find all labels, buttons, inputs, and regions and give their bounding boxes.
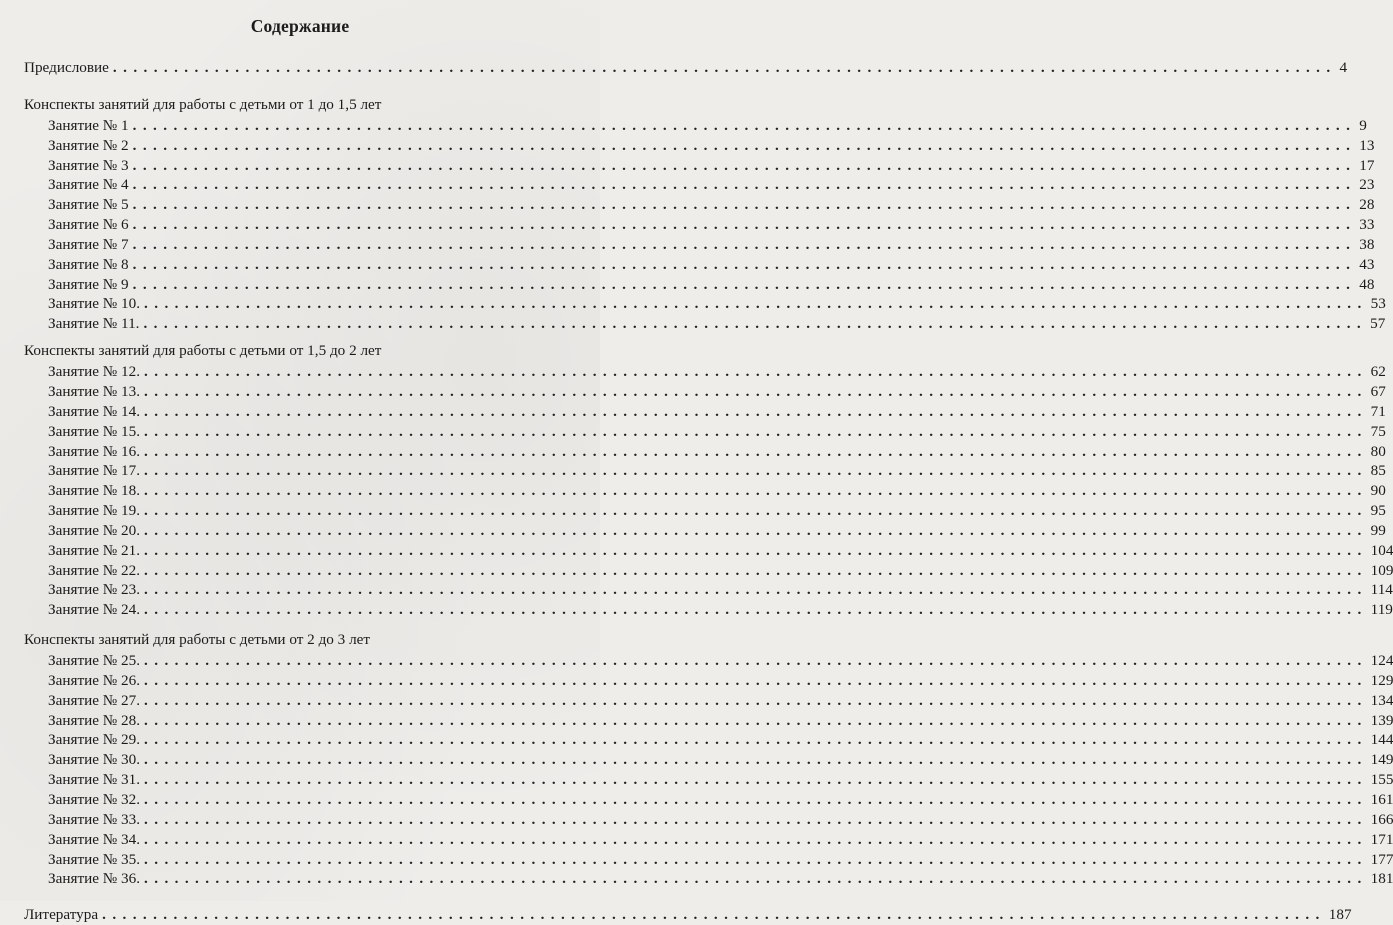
toc-entry-label: Занятие № 16. <box>48 442 141 460</box>
toc-page-number: 85 <box>1370 462 1386 480</box>
toc-row[interactable] <box>24 422 1386 442</box>
toc-row[interactable] <box>24 541 1393 561</box>
toc-row[interactable] <box>24 481 1386 501</box>
toc-row[interactable] <box>24 730 1393 750</box>
toc-entry-label: Занятие № 35. <box>48 850 141 868</box>
dot-leader: ........................................................................................................................ <box>144 541 1368 559</box>
section-heading <box>24 629 584 651</box>
toc-page-number: 181 <box>1370 870 1393 888</box>
dot-leader: ........................................................................................................................ <box>144 691 1368 709</box>
toc-row[interactable] <box>24 255 1375 275</box>
toc-page-number: 75 <box>1370 422 1386 440</box>
toc-page-number: 80 <box>1370 442 1386 460</box>
toc-page-number: 38 <box>1359 235 1375 253</box>
dot-leader: ........................................................................................................................ <box>144 295 1368 313</box>
toc-page-number: 104 <box>1370 541 1393 559</box>
dot-leader: ........................................................................................................................ <box>144 810 1368 828</box>
section-heading-label: Конспекты занятий для работы с детьми от 1,5 до 2 лет <box>24 342 382 360</box>
toc-page-number: 62 <box>1370 363 1386 381</box>
toc-entry-label: Занятие № 18. <box>48 482 141 500</box>
page-title: Содержание <box>250 16 350 36</box>
toc-entry-label: Занятие № 2 <box>48 136 129 154</box>
dot-leader: ........................................................................................................................ <box>144 502 1368 520</box>
toc-page-number: 57 <box>1370 315 1386 333</box>
toc-row[interactable] <box>24 501 1386 521</box>
dot-leader: ........................................................................................................................ <box>144 363 1368 381</box>
dot-leader: ........................................................................................................................ <box>144 870 1368 888</box>
toc-row[interactable] <box>24 830 1393 850</box>
toc-entry-label: Занятие № 6 <box>48 216 129 234</box>
toc-row[interactable] <box>24 671 1393 691</box>
toc-page-number: 134 <box>1370 691 1393 709</box>
dot-leader: ........................................................................................................................ <box>144 521 1368 539</box>
toc-entry-label: Занятие № 22. <box>48 561 141 579</box>
toc-section <box>24 94 1386 334</box>
toc-entry-label: Занятие № 26. <box>48 671 141 689</box>
toc-page-number: 4 <box>1339 59 1348 76</box>
toc-entry-label: Занятие № 14. <box>48 402 141 420</box>
dot-leader: ........................................................................................................................ <box>144 422 1368 440</box>
toc-entry-label: Занятие № 17. <box>48 462 141 480</box>
toc-page-number: 95 <box>1370 502 1386 520</box>
toc-entry-label: Занятие № 8 <box>48 255 129 273</box>
toc-entry-label: Литература <box>24 906 99 924</box>
section-items <box>24 651 1393 889</box>
toc-page-number: 144 <box>1370 731 1393 749</box>
toc-row[interactable] <box>24 521 1386 541</box>
toc-row[interactable] <box>24 362 1386 382</box>
toc-entry-label: Занятие № 7 <box>48 235 129 253</box>
section-heading <box>24 340 584 362</box>
toc-row[interactable] <box>24 810 1393 830</box>
dot-leader: ........................................................................................................................ <box>144 402 1368 420</box>
toc-entry-label: Занятие № 23. <box>48 581 141 599</box>
toc-entry-label: Занятие № 30. <box>48 751 141 769</box>
toc-entry-label: Занятие № 10. <box>48 295 141 313</box>
dot-leader: ........................................................................................................................ <box>144 462 1368 480</box>
toc-page-number: 33 <box>1359 216 1375 234</box>
section-heading <box>24 94 584 116</box>
dot-leader: ........................................................................................................................ <box>144 382 1368 400</box>
toc-row[interactable] <box>24 314 1386 334</box>
toc-row[interactable] <box>24 215 1375 235</box>
dot-leader: ........................................................................................................................ <box>144 830 1368 848</box>
toc-page-number: 17 <box>1359 156 1375 174</box>
toc-entry-label: Занятие № 27. <box>48 691 141 709</box>
toc-row-preface[interactable] <box>24 58 1348 78</box>
table-of-contents <box>24 58 1393 925</box>
toc-entry-label: Занятие № 20. <box>48 521 141 539</box>
toc-entry-label: Занятие № 36. <box>48 870 141 888</box>
toc-entry-label: Занятие № 34. <box>48 830 141 848</box>
dot-leader: ........................................................................................................................ <box>144 711 1368 729</box>
toc-entry-label: Занятие № 29. <box>48 731 141 749</box>
toc-entry-label: Занятие № 28. <box>48 711 141 729</box>
toc-page-number: 119 <box>1370 601 1393 619</box>
dot-leader: ........................................................................................................................ <box>132 216 1357 234</box>
toc-entry-label: Занятие № 5 <box>48 196 129 214</box>
dot-leader: ........................................................................................................................ <box>132 235 1357 253</box>
toc-page-number: 43 <box>1359 255 1375 273</box>
dot-leader: ........................................................................................................................ <box>144 751 1368 769</box>
toc-page-number: 124 <box>1370 652 1393 670</box>
dot-leader: ........................................................................................................................ <box>144 850 1368 868</box>
section-heading-label: Конспекты занятий для работы с детьми от 2 до 3 лет <box>24 631 371 649</box>
toc-row[interactable] <box>24 580 1393 600</box>
toc-row[interactable] <box>24 850 1393 870</box>
dot-leader: ........................................................................................................................ <box>132 136 1357 154</box>
toc-entry-label: Занятие № 4 <box>48 176 129 194</box>
toc-row[interactable] <box>24 156 1375 176</box>
toc-page-number: 139 <box>1370 711 1393 729</box>
toc-entry-label: Занятие № 1 <box>48 116 129 134</box>
toc-row[interactable] <box>24 275 1375 295</box>
toc-section <box>24 340 1393 620</box>
toc-page-number: 53 <box>1370 295 1386 313</box>
toc-page-number: 90 <box>1370 482 1386 500</box>
toc-page-number: 171 <box>1370 830 1393 848</box>
dot-leader: ........................................................................................................................ <box>132 275 1357 293</box>
toc-row[interactable] <box>24 869 1393 889</box>
toc-entry-label: Занятие № 25. <box>48 652 141 670</box>
toc-entry-label: Предисловие <box>24 59 109 76</box>
toc-row[interactable] <box>24 750 1393 770</box>
toc-entry-label: Занятие № 15. <box>48 422 141 440</box>
dot-leader: ........................................................................................................................ <box>132 196 1357 214</box>
toc-page-number: 48 <box>1359 275 1375 293</box>
dot-leader: ........................................................................................................................ <box>143 315 1368 333</box>
toc-page-number: 28 <box>1359 196 1375 214</box>
toc-row[interactable] <box>24 294 1386 314</box>
toc-row[interactable] <box>24 382 1386 402</box>
toc-page-number: 187 <box>1328 906 1352 924</box>
toc-entry-label: Занятие № 19. <box>48 502 141 520</box>
dot-leader: ........................................................................................................................ <box>102 906 1326 924</box>
toc-row[interactable] <box>24 691 1393 711</box>
toc-row[interactable] <box>24 136 1375 156</box>
toc-page-number: 109 <box>1370 561 1393 579</box>
dot-leader: ........................................................................................................................ <box>132 156 1357 174</box>
toc-entry-label: Занятие № 24. <box>48 601 141 619</box>
toc-page-number: 13 <box>1359 136 1375 154</box>
dot-leader: ........................................................................................................................ <box>144 581 1368 599</box>
dot-leader: ........................................................................................................................ <box>144 482 1368 500</box>
toc-entry-label: Занятие № 9 <box>48 275 129 293</box>
dot-leader: ........................................................................................................................ <box>144 442 1368 460</box>
toc-page-number: 149 <box>1370 751 1393 769</box>
section-heading-label: Конспекты занятий для работы с детьми от 1 до 1,5 лет <box>24 95 382 113</box>
toc-row[interactable] <box>24 175 1375 195</box>
toc-page-number: 177 <box>1370 850 1393 868</box>
toc-row[interactable] <box>24 561 1393 581</box>
toc-row[interactable] <box>24 195 1375 215</box>
toc-page-number: 99 <box>1370 521 1386 539</box>
toc-row[interactable] <box>24 402 1386 422</box>
toc-page-number: 129 <box>1370 671 1393 689</box>
toc-page-number: 67 <box>1370 382 1386 400</box>
toc-page-number: 9 <box>1359 116 1367 134</box>
toc-entry-label: Занятие № 31. <box>48 771 141 789</box>
toc-row[interactable] <box>24 235 1375 255</box>
toc-row[interactable] <box>24 600 1393 620</box>
dot-leader: ........................................................................................................................ <box>144 561 1368 579</box>
dot-leader: ........................................................................................................................ <box>144 791 1368 808</box>
section-items <box>24 362 1393 620</box>
toc-section <box>24 629 1393 889</box>
toc-entry-label: Занятие № 32. <box>48 791 141 808</box>
dot-leader: ........................................................................................................................ <box>144 771 1368 789</box>
toc-row[interactable] <box>24 461 1386 481</box>
toc-row[interactable] <box>24 790 1393 810</box>
toc-page-number: 114 <box>1370 581 1393 599</box>
toc-entry-label: Занятие № 33. <box>48 810 141 828</box>
toc-row-literature[interactable] <box>24 905 1352 925</box>
toc-page-number: 155 <box>1370 771 1393 789</box>
toc-entry-label: Занятие № 11. <box>48 315 140 333</box>
toc-row[interactable] <box>24 442 1386 462</box>
toc-row[interactable] <box>24 651 1393 671</box>
toc-entry-label: Занятие № 21. <box>48 541 141 559</box>
toc-row[interactable] <box>24 711 1393 731</box>
toc-row[interactable] <box>24 116 1367 136</box>
toc-page-number: 71 <box>1370 402 1386 420</box>
dot-leader: ........................................................................................................................ <box>144 601 1368 619</box>
section-items <box>24 116 1386 334</box>
toc-entry-label: Занятие № 3 <box>48 156 129 174</box>
dot-leader: ........................................................................................................................ <box>132 116 1357 134</box>
dot-leader: ........................................................................................................................ <box>112 59 1337 76</box>
dot-leader: ........................................................................................................................ <box>144 671 1368 689</box>
toc-entry-label: Занятие № 12. <box>48 363 141 381</box>
dot-leader: ........................................................................................................................ <box>132 176 1357 194</box>
dot-leader: ........................................................................................................................ <box>144 731 1368 749</box>
dot-leader: ........................................................................................................................ <box>144 652 1368 670</box>
dot-leader: ........................................................................................................................ <box>132 255 1357 273</box>
toc-entry-label: Занятие № 13. <box>48 382 141 400</box>
toc-row[interactable] <box>24 770 1393 790</box>
toc-page-number: 23 <box>1359 176 1375 194</box>
toc-page-number: 166 <box>1370 810 1393 828</box>
toc-page-number: 161 <box>1370 791 1393 808</box>
